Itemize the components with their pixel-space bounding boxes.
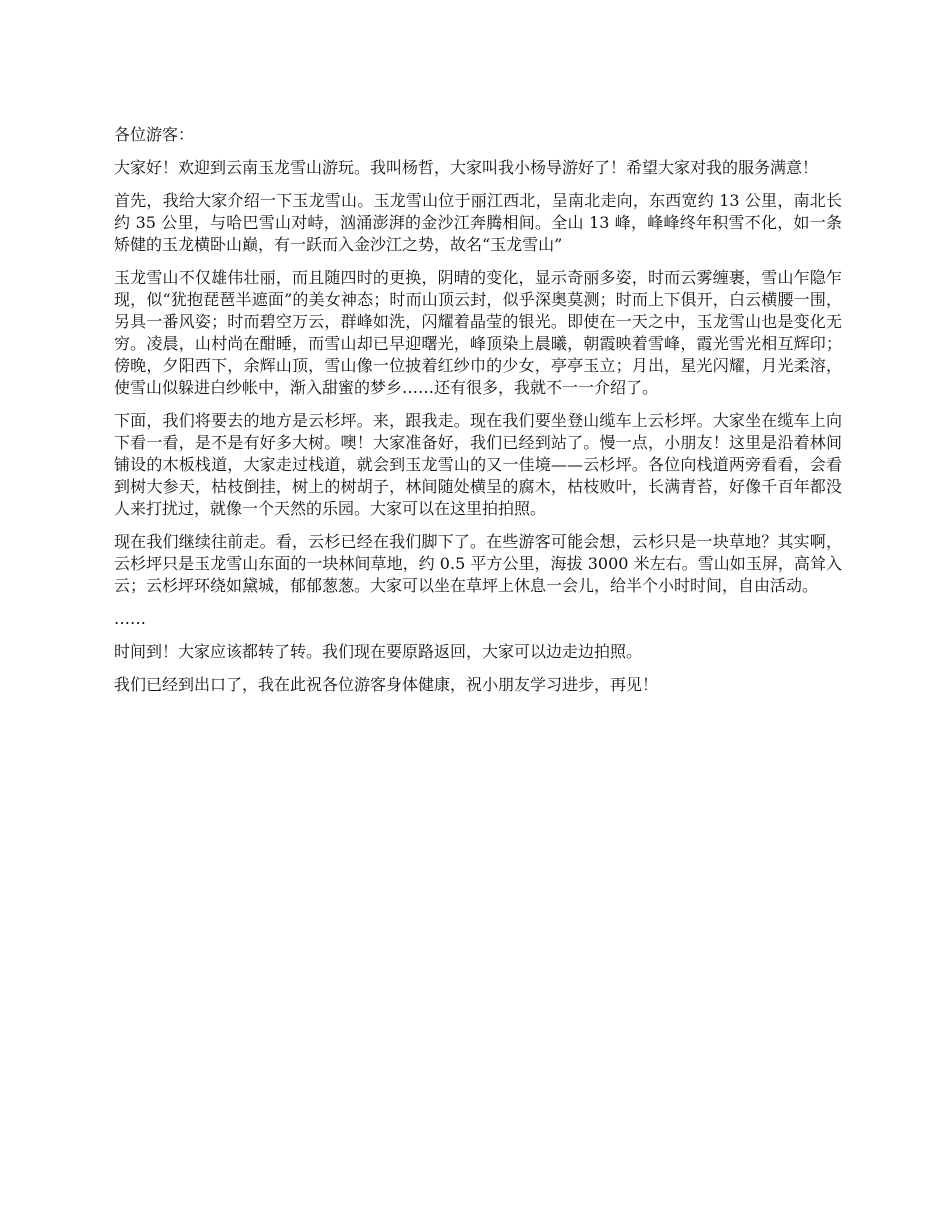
paragraph-yunshanping: 下面，我们将要去的地方是云杉坪。来，跟我走。现在我们要坐登山缆车上云杉坪。大家坐在缆车上向下看一看，是不是有好多大树。噢！大家准备好，我们已经到站了。慢一点，小朋友！这里是沿着林间铺设的木板栈道，大家走过栈道，就会到玉龙雪山的又一佳境——云杉坪。各位向栈道两旁看看，会看到树大参天，枯枝倒挂，树上的树胡子，林间随处横呈的腐木，枯枝败叶，长满青苔，好像千百年都没人来打扰过，就像一个天然的乐园。大家可以在这里拍拍照。 (114, 411, 842, 518)
paragraph-welcome: 大家好！欢迎到云南玉龙雪山游玩。我叫杨哲，大家叫我小杨导游好了！希望大家对我的服务满意！ (114, 158, 819, 177)
paragraph-continue: 现在我们继续往前走。看，云杉已经在我们脚下了。在些游客可能会想，云杉只是一块草地？其实啊，云杉坪只是玉龙雪山东面的一块林间草地，约 0.5 平方公里，海拔 3000 米左右。雪山如玉屏，高耸入云；云杉坪环绕如黛城，郁郁葱葱。大家可以坐在草坪上休息一会儿，给半个小时时间，自由活动。 (114, 532, 842, 595)
paragraph-time-up: 时间到！大家应该都转了转。我们现在要原路返回，大家可以边走边拍照。 (114, 642, 643, 661)
document-body (114, 124, 842, 707)
paragraph-ellipsis: …… (114, 609, 146, 628)
greeting-line: 各位游客： (114, 125, 195, 144)
paragraph-farewell: 我们已经到出口了，我在此祝各位游客身体健康，祝小朋友学习进步，再见！ (114, 675, 659, 694)
paragraph-introduction: 首先，我给大家介绍一下玉龙雪山。玉龙雪山位于丽江西北，呈南北走向，东西宽约 13 公里，南北长约 35 公里，与哈巴雪山对峙，汹涌澎湃的金沙江奔腾相间。全山 13 峰，峰峰终年积雪不化，如一条矫健的玉龙横卧山巅，有一跃而入金沙江之势，故名“玉龙雪山” (114, 191, 842, 254)
paragraph-scenery: 玉龙雪山不仅雄伟壮丽，而且随四时的更换，阴晴的变化，显示奇丽多姿，时而云雾缠裹，雪山乍隐乍现，似“犹抱琵琶半遮面”的美女神态；时而山顶云封，似乎深奥莫测；时而上下俱开，白云横腰一围，另具一番风姿；时而碧空万云，群峰如洗，闪耀着晶莹的银光。即使在一天之中，玉龙雪山也是变化无穷。凌晨，山村尚在酣睡，而雪山却已早迎曙光，峰顶染上晨曦，朝霞映着雪峰，霞光雪光相互辉印；傍晚，夕阳西下，余辉山顶，雪山像一位披着红纱巾的少女，亭亭玉立；月出，星光闪耀，月光柔溶，使雪山似躲进白纱帐中，渐入甜蜜的梦乡……还有很多，我就不一一介绍了。 (114, 268, 842, 397)
